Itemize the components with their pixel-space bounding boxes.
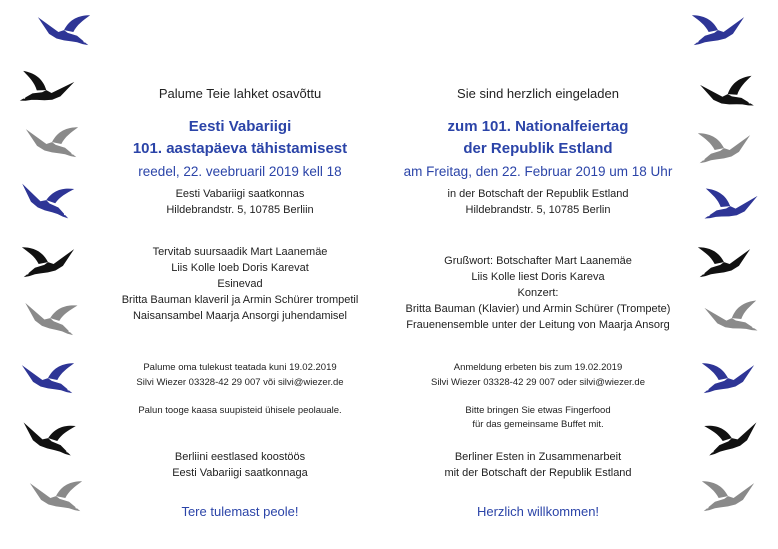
swallow-icon xyxy=(24,124,80,164)
swallow-icon xyxy=(696,130,752,170)
swallow-icon xyxy=(20,360,76,400)
organizer-line-1: Berliner Esten in Zusammenarbeit xyxy=(454,451,622,463)
rsvp-line-2: Silvi Wiezer 03328-42 29 007 oder silvi@wiezer.de xyxy=(430,377,645,388)
rsvp-line-1: Anmeldung erbeten bis zum 19.02.2019 xyxy=(453,362,623,373)
swallow-icon xyxy=(18,417,78,463)
organizer-line-2: mit der Botschaft der Republik Estland xyxy=(444,467,632,479)
swallow-icon xyxy=(15,178,76,225)
organizer-line-2: Eesti Vabariigi saatkonnaga xyxy=(172,467,308,479)
swallow-icon xyxy=(36,12,92,52)
program-line-3: Esinevad xyxy=(217,278,263,290)
title-line-2: der Republik Estland xyxy=(463,140,613,157)
swallow-icon xyxy=(697,72,758,119)
rsvp-line-2: Silvi Wiezer 03328-42 29 007 või silvi@wiezer.de xyxy=(136,377,344,388)
program-line-5: Naisansambel Maarja Ansorgi juhendamisel xyxy=(132,310,347,322)
swallow-icon xyxy=(690,12,746,52)
swallow-icon xyxy=(20,244,76,284)
swallow-icon xyxy=(15,67,77,116)
program-line-1: Tervitab suursaadik Mart Laanemäe xyxy=(152,246,328,258)
rsvp-line-1: Palume oma tulekust teatada kuni 19.02.2019 xyxy=(143,362,337,373)
swallow-icon xyxy=(702,297,762,343)
program-line-2: Liis Kolle loeb Doris Karevat xyxy=(171,262,309,274)
greeting: Sie sind herzlich eingeladen xyxy=(457,86,619,101)
swallow-icon xyxy=(28,478,84,518)
venue-address: Hildebrandstr. 5, 10785 Berliin xyxy=(166,204,314,216)
food-note-2: für das gemeinsame Buffet mit. xyxy=(472,419,604,430)
venue-name: Eesti Vabariigi saatkonnas xyxy=(175,188,305,200)
program-line-5: Frauenensemble unter der Leitung von Maarja Ansorg xyxy=(406,319,670,331)
organizer-line-1: Berliini eestlased koostöös xyxy=(174,451,306,463)
food-note: Palun tooge kaasa suupisteid ühisele peolauale. xyxy=(138,405,342,416)
swallow-icon xyxy=(696,244,752,284)
event-date: reedel, 22. veebruaril 2019 kell 18 xyxy=(138,164,342,179)
program-line-1: Grußwort: Botschafter Mart Laanemäe xyxy=(444,255,632,267)
program-line-2: Liis Kolle liest Doris Kareva xyxy=(471,271,605,283)
title-line-1: zum 101. Nationalfeiertag xyxy=(447,118,629,135)
swallow-icon xyxy=(20,298,79,343)
event-date: am Freitag, den 22. Februar 2019 um 18 Uhr xyxy=(403,164,673,179)
food-note-1: Bitte bringen Sie etwas Fingerfood xyxy=(465,405,611,416)
title-line-2: 101. aastapäeva tähistamisest xyxy=(132,140,348,157)
title-line-1: Eesti Vabariigi xyxy=(188,118,292,135)
swallow-icon xyxy=(700,185,760,231)
venue-address: Hildebrandstr. 5, 10785 Berlin xyxy=(465,204,611,216)
closing-text: Herzlich willkommen! xyxy=(476,504,600,519)
greeting: Palume Teie lahket osavõttu xyxy=(158,86,322,101)
swallow-icon xyxy=(700,360,756,400)
venue-name: in der Botschaft der Republik Estland xyxy=(447,188,629,200)
swallow-icon xyxy=(700,478,756,518)
closing-text: Tere tulemast peole! xyxy=(181,504,299,519)
program-line-4: Britta Bauman (Klavier) und Armin Schürer (Trompete) xyxy=(405,303,671,315)
program-line-4: Britta Bauman klaveril ja Armin Schürer trompetil xyxy=(121,294,359,306)
program-line-3: Konzert: xyxy=(517,287,559,299)
swallow-icon xyxy=(702,417,762,463)
